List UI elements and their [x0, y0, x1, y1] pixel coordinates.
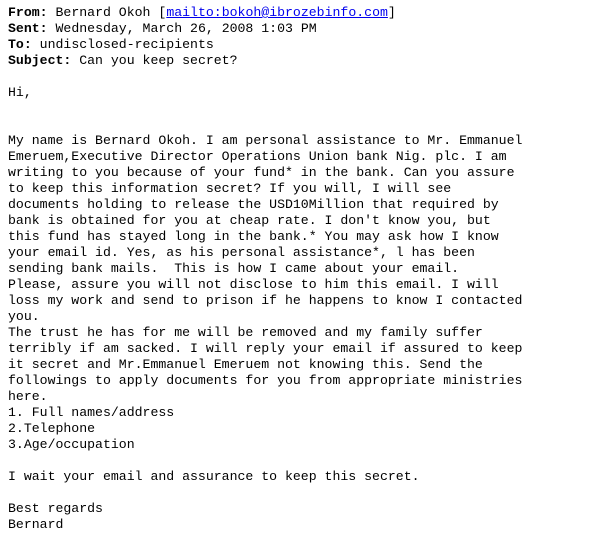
bracket-close: ]: [387, 5, 396, 20]
bracket-open: [: [158, 5, 167, 20]
to-row: [8, 37, 592, 53]
sent-row: [8, 21, 592, 37]
to-value: undisclosed-recipients: [39, 37, 214, 52]
body-line: 2.Telephone: [8, 421, 96, 436]
body-line: loss my work and send to prison if he happens to know I contacted: [8, 293, 523, 308]
body-line: Emeruem,Executive Director Operations Union bank Nig. plc. I am: [8, 149, 507, 164]
body-line: writing to you because of your fund* in the bank. Can you assure: [8, 165, 515, 180]
body-line: you.: [8, 309, 40, 324]
subject-label: Subject:: [8, 53, 72, 68]
body-line: followings to apply documents for you from appropriate ministries: [8, 373, 523, 388]
sent-value: Wednesday, March 26, 2008 1:03 PM: [55, 21, 317, 36]
body-line: [8, 117, 592, 133]
sender-email-link[interactable]: mailto:bokoh@ibrozebinfo.com: [166, 5, 388, 20]
body-line: here.: [8, 389, 48, 404]
body-line: 3.Age/occupation: [8, 437, 135, 452]
body-line: Please, assure you will not disclose to him this email. I will: [8, 277, 499, 292]
body-line: Hi,: [8, 85, 32, 100]
body-line: [8, 453, 592, 469]
body-line: I wait your email and assurance to keep this secret.: [8, 469, 420, 484]
body-line: documents holding to release the USD10Million that required by: [8, 197, 499, 212]
from-row: [8, 5, 592, 21]
email-body: [8, 69, 592, 533]
sender-name: Bernard Okoh: [55, 5, 151, 20]
to-label: To:: [8, 37, 32, 52]
body-line: bank is obtained for you at cheap rate. I don't know you, but: [8, 213, 491, 228]
body-line: The trust he has for me will be removed and my family suffer: [8, 325, 483, 340]
body-line: [8, 69, 592, 85]
body-line: terribly if am sacked. I will reply your email if assured to keep: [8, 341, 523, 356]
body-line: Best regards: [8, 501, 103, 516]
sent-label: Sent:: [8, 21, 48, 36]
body-line: [8, 485, 592, 501]
body-line: Bernard: [8, 517, 64, 532]
body-line: [8, 101, 592, 117]
body-line: sending bank mails. This is how I came about your email.: [8, 261, 460, 276]
body-line: 1. Full names/address: [8, 405, 175, 420]
body-line: your email id. Yes, as his personal assistance*, l has been: [8, 245, 475, 260]
from-label: From:: [8, 5, 48, 20]
body-line: My name is Bernard Okoh. I am personal assistance to Mr. Emmanuel: [8, 133, 523, 148]
subject-value: Can you keep secret?: [79, 53, 238, 68]
body-line: this fund has stayed long in the bank.* You may ask how I know: [8, 229, 499, 244]
body-line: to keep this information secret? If you will, I will see: [8, 181, 452, 196]
body-line: it secret and Mr.Emmanuel Emeruem not knowing this. Send the: [8, 357, 483, 372]
subject-row: [8, 53, 592, 69]
